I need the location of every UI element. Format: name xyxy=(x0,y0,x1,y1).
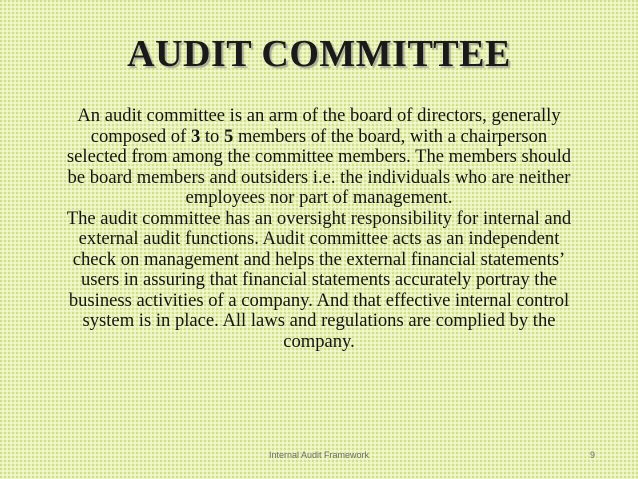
slide-title: AUDIT COMMITTEE xyxy=(127,33,511,75)
paragraph-definition xyxy=(60,106,578,209)
paragraph-definition-end: members of the board, with a chairperson selected from among the committee members. The members should be board members and outsiders i.e. the individuals who are neither employees nor part of management. xyxy=(66,125,572,208)
range-connector: to xyxy=(200,125,224,147)
page-number: 9 xyxy=(590,450,596,460)
paragraph-definition-start: An audit committee is an arm of the board of directors, generally composed of xyxy=(77,105,561,147)
max-members-number: 5 xyxy=(224,125,234,147)
slide-body xyxy=(60,106,578,352)
footer-label: Internal Audit Framework xyxy=(268,450,370,460)
min-members-number: 3 xyxy=(190,125,201,147)
paragraph-oversight: The audit committee has an oversight responsibility for internal and external audit functions. Audit committee acts as an independent check on management and helps the external financial statements’ users in assuring that financial statements accurately portray the business activities of a company. And that effective internal control system is in place. All laws and regulations are complied by the company. xyxy=(66,207,572,352)
